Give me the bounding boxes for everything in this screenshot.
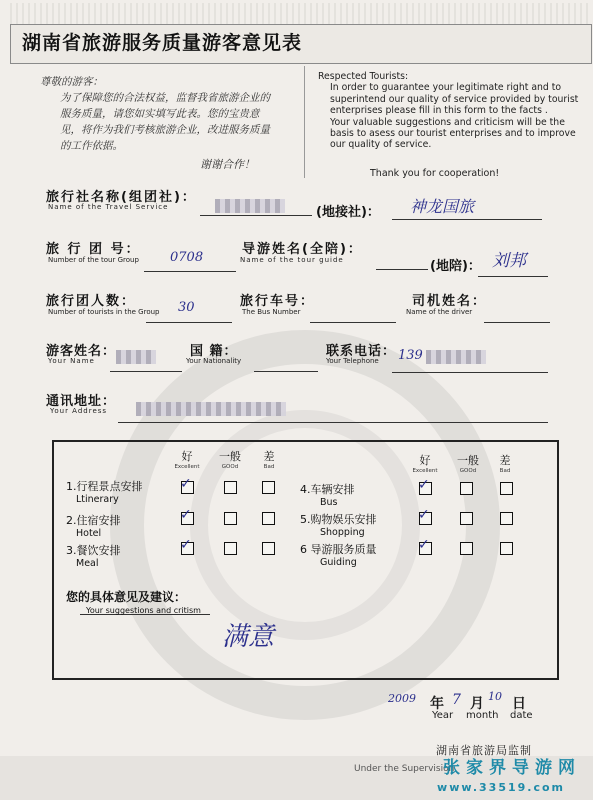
header-good-left: 一般 GOOd bbox=[219, 450, 241, 470]
tourist-count-sub: Number of tourists in the Group bbox=[48, 308, 160, 316]
check-mark-icon: ✓ bbox=[180, 537, 192, 553]
suggestions-value[interactable]: 满意 bbox=[222, 622, 275, 652]
guide-local-value: 刘邦 bbox=[492, 251, 526, 271]
guiding-bad-checkbox[interactable] bbox=[500, 542, 513, 555]
rating-item-meal: 3.餐饮安排 Meal bbox=[66, 544, 121, 569]
header-texture bbox=[10, 3, 590, 25]
address-label: 通讯地址： bbox=[46, 394, 117, 409]
driver-label: 司机姓名： bbox=[412, 294, 488, 309]
shopping-good-checkbox[interactable] bbox=[460, 512, 473, 525]
check-mark-icon: ✓ bbox=[180, 476, 192, 492]
intro-en-p1: In order to guarantee your legitimate right and to superintend our quality of service provided by tourist enterprises please fill in this form to the facts . bbox=[330, 82, 579, 117]
rating-item-shopping: 5.购物娱乐安排 Shopping bbox=[300, 513, 377, 538]
tourist-name-sub: Your Name bbox=[48, 357, 95, 365]
date-year-label: 年 bbox=[430, 696, 444, 712]
intro-cn-thanks: 谢谢合作！ bbox=[200, 158, 255, 171]
bus-sub: The Bus Number bbox=[242, 308, 301, 316]
hotel-bad-checkbox[interactable] bbox=[262, 512, 275, 525]
site-name: 张家界导游网 bbox=[443, 758, 581, 778]
intro-cn bbox=[40, 74, 280, 154]
phone-sub: Your Telephone bbox=[326, 357, 379, 365]
local-agency-value: 神龙国旅 bbox=[410, 197, 475, 216]
intro-en-greeting: Respected Tourists: bbox=[318, 71, 409, 82]
intro-cn-body: 为了保障您的合法权益，监督我省旅游企业的服务质量，请您如实填写此表。您的宝贵意见，将作为我们考核旅游企业，改进服务质量的工作依据。 bbox=[60, 92, 270, 152]
footer-supervisor-en: Under the Supervision bbox=[354, 764, 455, 774]
date-day-en: date bbox=[510, 710, 533, 721]
date-day-value: 10 bbox=[488, 690, 502, 703]
header-good-right: 一般 GOOd bbox=[457, 454, 479, 474]
group-no-sub: Number of the tour Group bbox=[48, 256, 139, 264]
guide-label: 导游姓名(全陪)： bbox=[242, 242, 363, 257]
agency-redacted bbox=[215, 199, 285, 213]
date-month-en: month bbox=[466, 710, 499, 721]
intro-en-thanks: Thank you for cooperation! bbox=[370, 168, 500, 179]
group-no-value: 0708 bbox=[170, 250, 204, 265]
phone-label: 联系电话： bbox=[326, 344, 397, 359]
guiding-excellent-checkbox[interactable] bbox=[418, 537, 432, 555]
header-bad-left: 差 Bad bbox=[263, 450, 275, 470]
form-title: 湖南省旅游服务质量游客意见表 bbox=[22, 32, 303, 54]
date-year-value: 2009 bbox=[388, 692, 416, 705]
date-day-label: 日 bbox=[512, 696, 526, 712]
guiding-good-checkbox[interactable] bbox=[460, 542, 473, 555]
meal-bad-checkbox[interactable] bbox=[262, 542, 275, 555]
site-url[interactable]: www.33519.com bbox=[437, 781, 565, 794]
hotel-good-checkbox[interactable] bbox=[224, 512, 237, 525]
address-sub: Your Address bbox=[50, 407, 108, 415]
phone-value: 139 bbox=[398, 348, 423, 363]
check-mark-icon: ✓ bbox=[418, 537, 430, 553]
rating-item-hotel: 2.住宿安排 Hotel bbox=[66, 514, 121, 539]
date-year-en: Year bbox=[432, 710, 454, 721]
meal-good-checkbox[interactable] bbox=[224, 542, 237, 555]
nationality-field[interactable] bbox=[254, 358, 318, 372]
driver-sub: Name of the driver bbox=[406, 308, 473, 316]
check-mark-icon: ✓ bbox=[418, 477, 430, 493]
date-month-value: 7 bbox=[452, 692, 461, 708]
header-excellent-left: 好 Excellent bbox=[174, 450, 200, 470]
tourist-count-value: 30 bbox=[178, 300, 195, 315]
suggestions-label: 您的具体意见及建议： bbox=[66, 590, 187, 604]
header-excellent-right: 好 Excellent bbox=[412, 454, 438, 474]
bus-label: 旅行车号： bbox=[240, 294, 316, 309]
itinerary-good-checkbox[interactable] bbox=[224, 481, 237, 494]
nationality-sub: Your Nationality bbox=[186, 357, 242, 365]
itinerary-bad-checkbox[interactable] bbox=[262, 481, 275, 494]
nationality-label: 国 籍： bbox=[190, 344, 238, 359]
agency-label: 旅行社名称(组团社)： bbox=[46, 190, 197, 205]
itinerary-excellent-checkbox[interactable] bbox=[180, 476, 194, 494]
meal-excellent-checkbox[interactable] bbox=[180, 537, 194, 555]
driver-field[interactable] bbox=[484, 309, 550, 323]
intro-divider bbox=[304, 66, 305, 178]
bus-field[interactable] bbox=[310, 309, 396, 323]
hotel-excellent-checkbox[interactable] bbox=[180, 507, 194, 525]
check-mark-icon: ✓ bbox=[180, 507, 192, 523]
footer-supervisor: 湖南省旅游局监制 bbox=[436, 744, 532, 757]
address-redacted bbox=[136, 402, 286, 416]
group-no-label: 旅 行 团 号： bbox=[46, 242, 141, 257]
phone-redacted bbox=[426, 350, 486, 364]
bus-bad-checkbox[interactable] bbox=[500, 482, 513, 495]
intro-en bbox=[318, 71, 590, 151]
shopping-excellent-checkbox[interactable] bbox=[418, 507, 432, 525]
guide-field[interactable] bbox=[376, 256, 428, 270]
agency-sub: Name of the Travel Service bbox=[48, 203, 169, 211]
header-bad-right: 差 Bad bbox=[499, 454, 511, 474]
intro-en-p2: Your valuable suggestions and criticism will be the basis to asess our tourist enterprises and to improve our quality of service. bbox=[330, 116, 576, 151]
rating-item-bus: 4.车辆安排 Bus bbox=[300, 483, 355, 508]
date-month-label: 月 bbox=[470, 696, 484, 712]
bus-excellent-checkbox[interactable] bbox=[418, 477, 432, 495]
rating-item-itinerary: 1.行程景点安排 Ltinerary bbox=[66, 480, 143, 505]
tourist-count-label: 旅行团人数： bbox=[46, 294, 137, 309]
tourist-name-redacted bbox=[116, 350, 156, 364]
bus-good-checkbox[interactable] bbox=[460, 482, 473, 495]
shopping-bad-checkbox[interactable] bbox=[500, 512, 513, 525]
suggestions-sub: Your suggestions and critism bbox=[86, 606, 201, 615]
check-mark-icon: ✓ bbox=[418, 507, 430, 523]
intro-cn-greeting: 尊敬的游客： bbox=[40, 76, 103, 88]
guide-local-label: (地陪)： bbox=[430, 259, 481, 274]
tourist-name-label: 游客姓名： bbox=[46, 344, 117, 359]
local-agency-label: (地接社)： bbox=[316, 205, 380, 220]
guide-sub: Name of the tour guide bbox=[240, 256, 344, 264]
rating-item-guiding: 6 导游服务质量 Guiding bbox=[300, 543, 377, 568]
